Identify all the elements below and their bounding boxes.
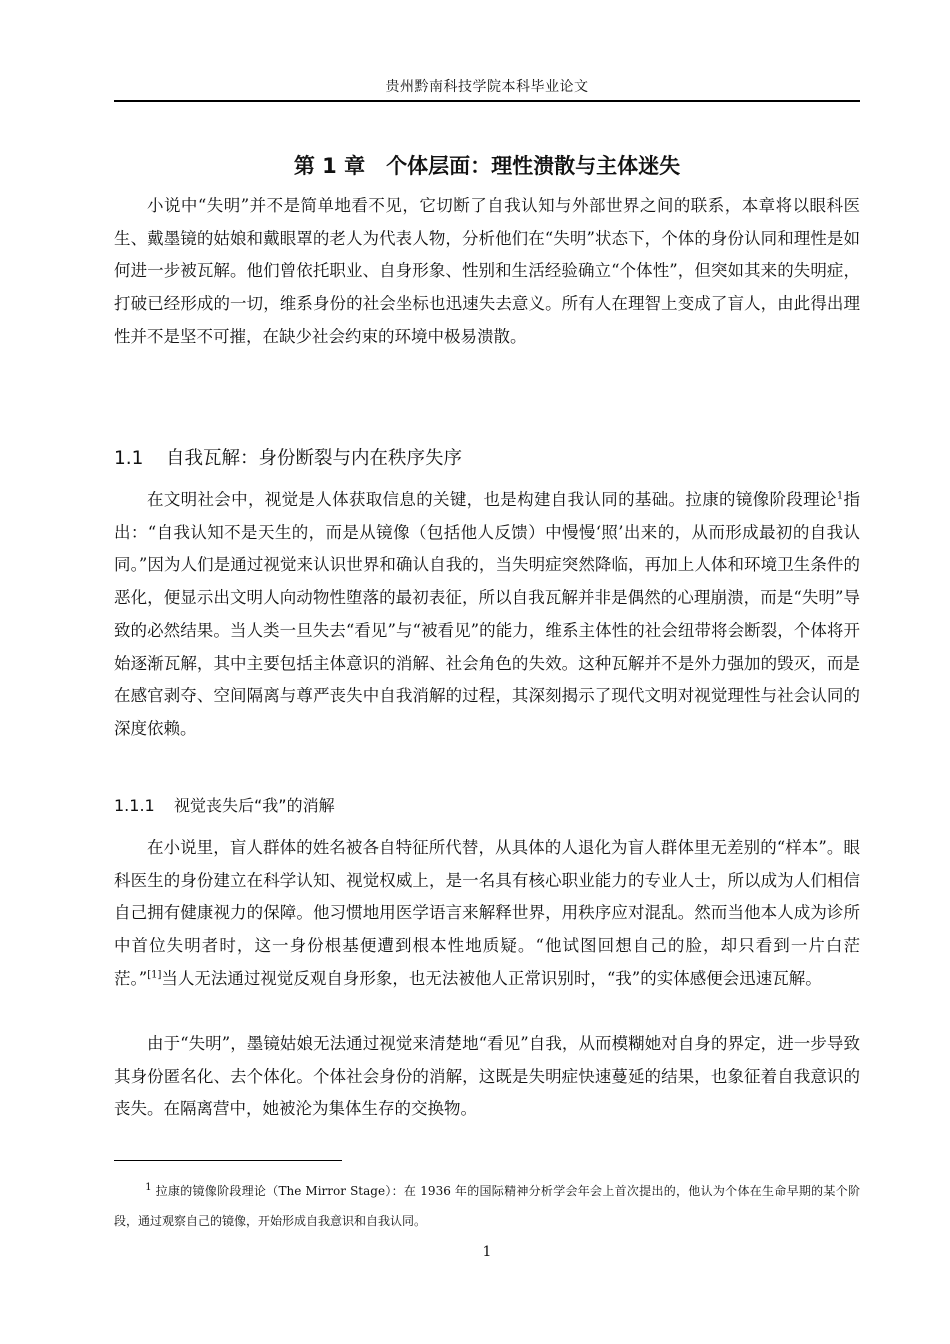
section-1-1-paragraph [114,484,860,746]
footnote [114,1176,860,1236]
paragraph-text: 在小说里，盲人群体的姓名被各自特征所代替，从具体的人退化为盲人群体里无差别的“样本”。眼科医生的身份建立在科学认知、视觉权威上，是一名具有核心职业能力的专业人士，所以成为人们相信自己拥有健康视力的保障。他习惯地用医学语言来解释世界，用秩序应对混乱。然而当他本人成为诊所中首位失明者时，这一身份根基便遭到根本性地质疑。“他试图回想自己的脸，却只看到一片白茫茫。” [114,838,860,988]
page-number: 1 [482,1244,492,1260]
header-rule [114,100,860,102]
section-heading-1-1-1 [114,793,860,816]
footnote-text: 拉康的镜像阶段理论（The Mirror Stage）：在 1936 年的国际精神分析学会年会上首次提出的，他认为个体在生命早期的某个阶段，通过观察自己的镜像，开始形成自我意识和自我认同。 [114,1184,860,1228]
footnote-mark: 1 [145,1182,152,1193]
intro-paragraph: 小说中“失明”并不是简单地看不见，它切断了自我认知与外部世界之间的联系，本章将以眼科医生、戴墨镜的姑娘和戴眼罩的老人为代表人物，分析他们在“失明”状态下，个体的身份认同和理性是如何进一步被瓦解。他们曾依托职业、自身形象、性别和生活经验确立“个体性”，但突如其来的失明症，打破已经形成的一切，维系身份的社会坐标也迅速失去意义。所有人在理智上变成了盲人，由此得出理性并不是坚不可摧，在缺少社会约束的环境中极易溃散。 [114,196,860,346]
section-1-1-1-paragraph-1 [114,832,860,996]
section-number: 1.1 [114,448,144,469]
section-number: 1.1.1 [114,796,155,815]
section-title: 自我瓦解：身份断裂与内在秩序失序 [166,448,463,469]
section-heading-1-1 [114,444,860,470]
citation-reference[interactable]: [1] [147,969,162,981]
section-title: 视觉丧失后“我”的消解 [174,796,335,815]
chapter-title: 第 1 章 个体层面：理性溃散与主体迷失 [293,154,681,178]
footnote-rule [114,1160,342,1161]
section-1-1-1-paragraph-2: 由于“失明”，墨镜姑娘无法通过视觉来清楚地“看见”自我，从而模糊她对自身的界定，进一步导致其身份匿名化、去个体化。个体社会身份的消解，这既是失明症快速蔓延的结果，也象征着自我意识的丧失。在隔离营中，她被沦为集体生存的交换物。 [114,1034,860,1119]
paragraph-text: 指出：“自我认知不是天生的，而是从镜像（包括他人反馈）中慢慢‘照’出来的，从而形成最初的自我认同。”因为人们是通过视觉来认识世界和确认自我的，当失明症突然降临，再加上人体和环境卫生条件的恶化，便显示出文明人向动物性堕落的最初表征，所以自我瓦解并非是偶然的心理崩溃，而是“失明”导致的必然结果。当人类一旦失去“看见”与“被看见”的能力，维系主体性的社会纽带将会断裂，个体将开始逐渐瓦解，其中主要包括主体意识的消解、社会角色的失效。这种瓦解并不是外力强加的毁灭，而是在感官剥夺、空间隔离与尊严丧失中自我消解的过程，其深刻揭示了现代文明对视觉理性与社会认同的深度依赖。 [114,490,861,738]
paragraph-text: 在文明社会中，视觉是人体获取信息的关键，也是构建自我认同的基础。拉康的镜像阶段理论 [147,490,837,509]
footnote-reference[interactable]: 1 [836,490,844,502]
paragraph-text: 当人无法通过视觉反观自身形象，也无法被他人正常识别时，“我”的实体感便会迅速瓦解。 [161,968,822,988]
running-header: 贵州黔南科技学院本科毕业论文 [385,79,589,95]
